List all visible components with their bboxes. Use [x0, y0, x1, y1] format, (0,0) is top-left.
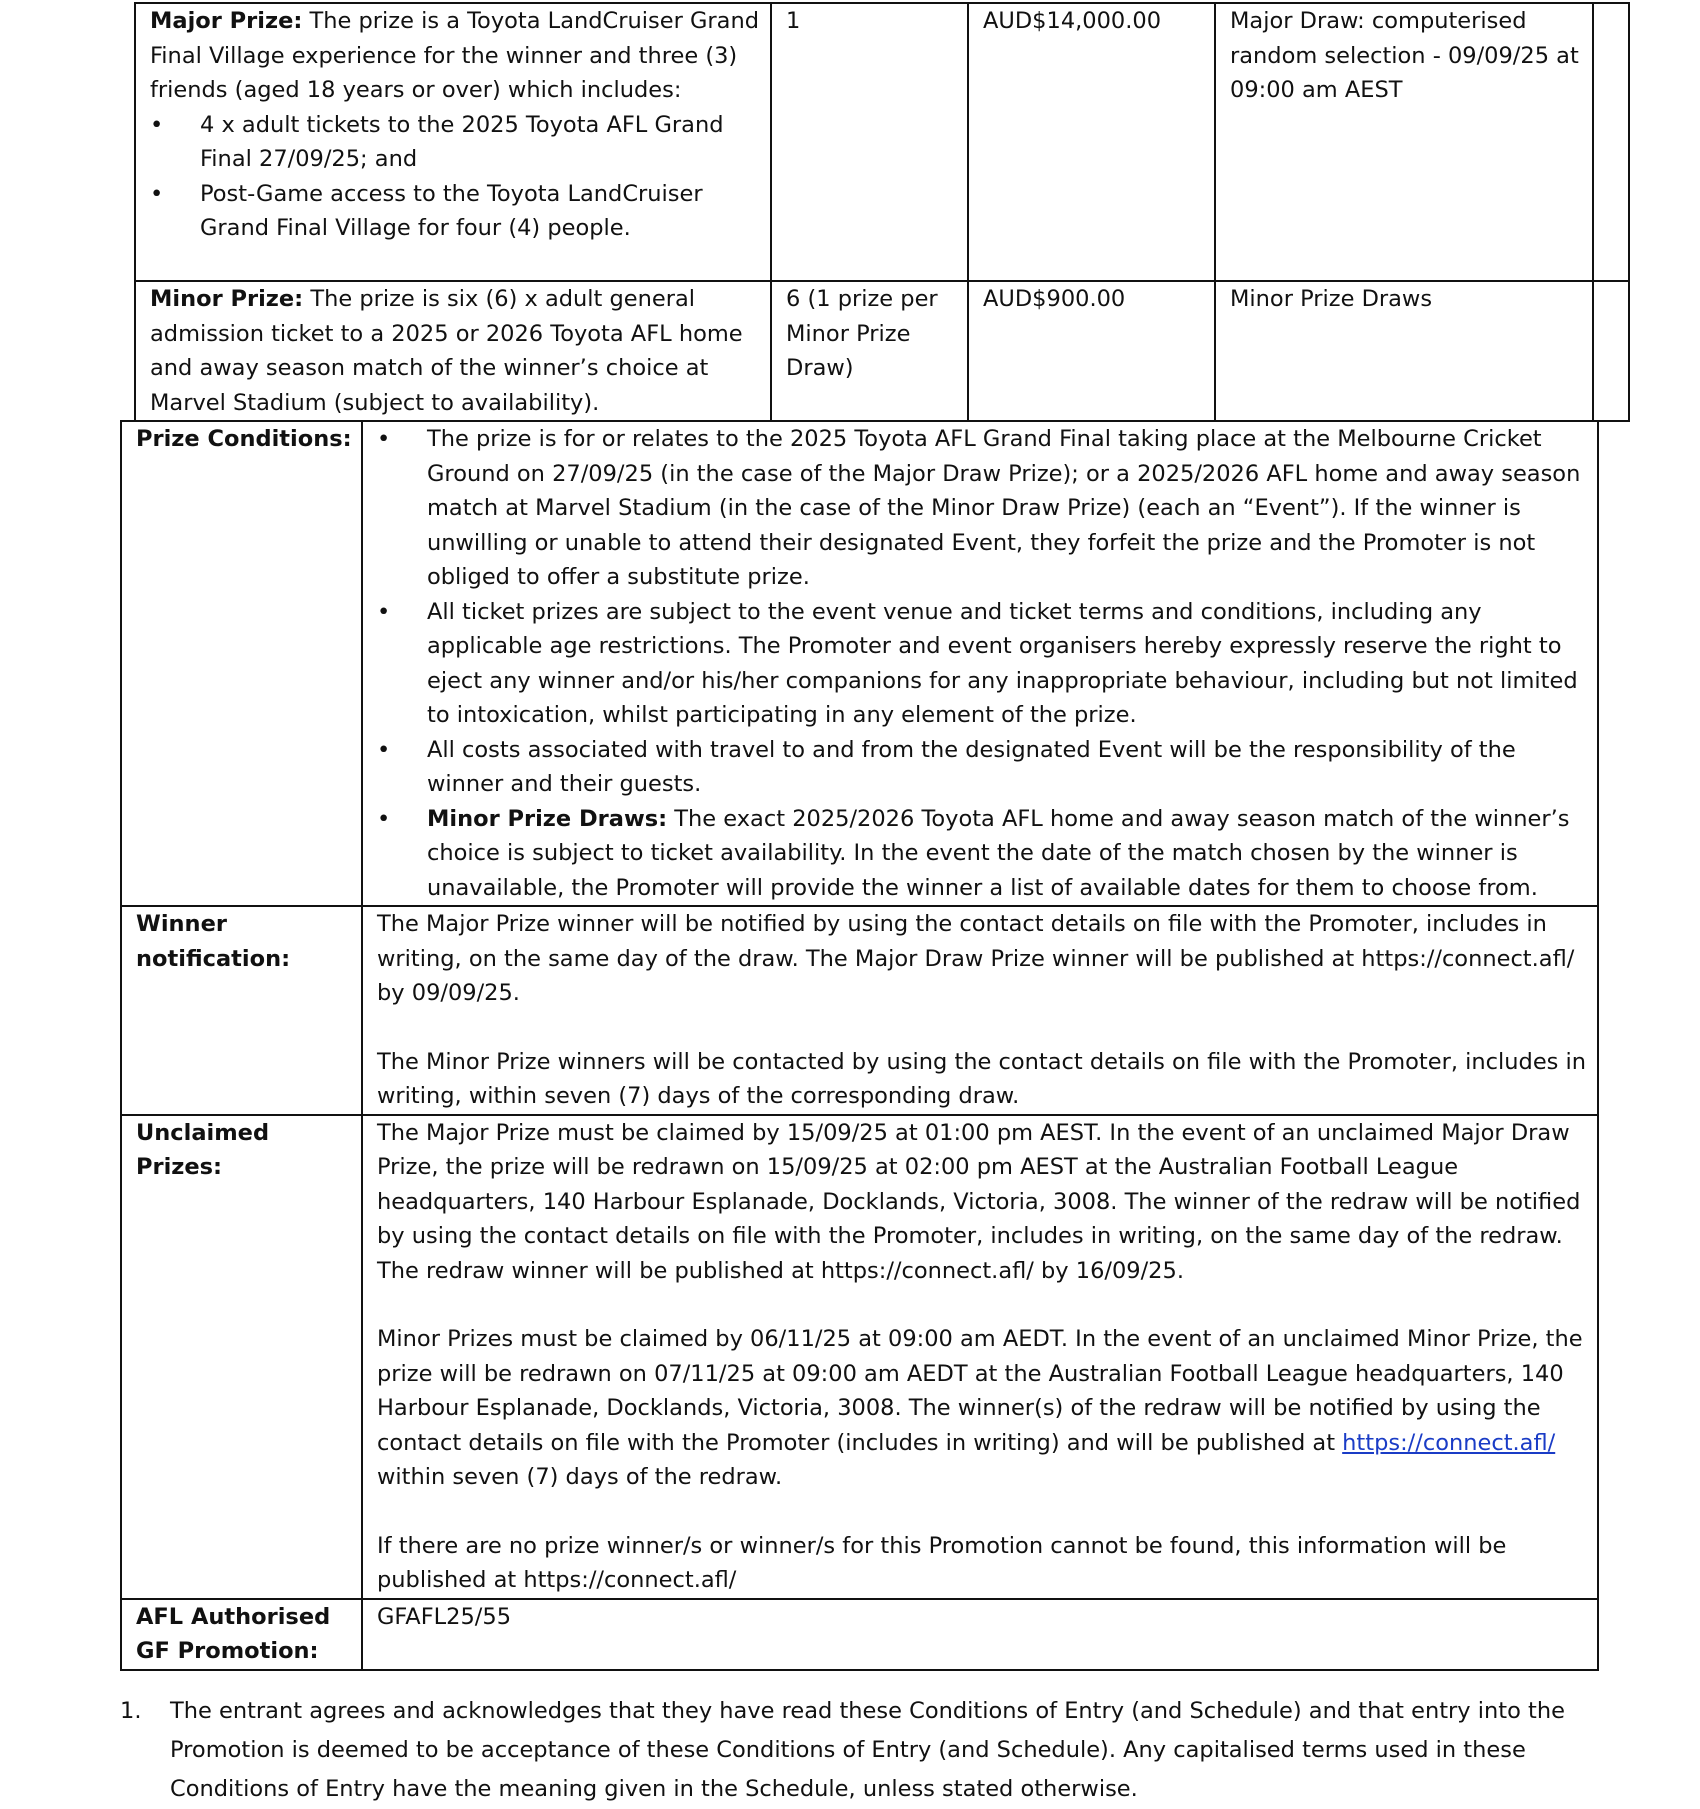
- prize-label: Major Prize:: [150, 8, 303, 34]
- winner-notification-minor: The Minor Prize winners will be contacted by using the contact details on file with the Promoter, includes in writing, within seven (7) days of the corresponding draw.: [377, 1048, 1587, 1109]
- table-row: [121, 1115, 1598, 1599]
- minor-draws-text: The exact 2025/2026 Toyota AFL home and away season match of the winner’s choice is subject to ticket availability. In the event the date of the match chosen by the winner is unavailable, the Promoter will provide the winner a list of available dates for them to choose from.: [427, 805, 1570, 901]
- term-number: 1.: [120, 1698, 142, 1724]
- prize-table: [134, 2, 1630, 422]
- prize-draw: Minor Prize Draws: [1230, 286, 1433, 312]
- table-row: [121, 421, 1598, 906]
- authorised-value: GFAFL25/55: [377, 1603, 512, 1630]
- list-item: • Post-Game access to the Toyota LandCruiser Grand Final Village for four (4) people.: [150, 177, 762, 246]
- unclaimed-prizes-label: Unclaimed Prizes:: [136, 1119, 270, 1180]
- term-text: The entrant agrees and acknowledges that they have read these Conditions of Entry (and Schedule) and that entry into the Promotion is deemed to be acceptance of these Conditions of Entry (and Schedule). Any capitalised terms used in these Conditions of Entry have the meaning given in the Schedule, unless stated otherwise.: [170, 1698, 1565, 1802]
- unclaimed-major: The Major Prize must be claimed by 15/09/25 at 01:00 pm AEST. In the event of an unclaimed Major Draw Prize, the prize will be redrawn on 15/09/25 at 02:00 pm AEST at the Australian Football League headquarters, 140 Harbour Esplanade, Docklands, Victoria, 3008. The winner of the redraw will be notified by using the contact details on file with the Promoter, includes in writing, on the same day of the redraw. The redraw winner will be published at https://connect.afl/ by 16/09/25.: [377, 1119, 1581, 1284]
- prize-conditions-list: [377, 422, 1589, 905]
- prize-quantity: 1: [786, 8, 801, 34]
- winner-notification-label: Winner notification:: [136, 911, 291, 972]
- list-item: • The prize is for or relates to the 2025 Toyota AFL Grand Final taking place at the Melbourne Cricket Ground on 27/09/25 (in the case of the Major Draw Prize); or a 2025/2026 AFL home and away season match at Marvel Stadium (in the case of the Minor Draw Prize) (each an “Event”). If the winner is unwilling or unable to attend their designated Event, they forfeit the prize and the Promoter is not obliged to offer a substitute prize.: [377, 422, 1589, 595]
- winner-notification-major: The Major Prize winner will be notified by using the contact details on file with the Promoter, includes in writing, on the same day of the draw. The Major Draw Prize winner will be published at https://connect.afl/ by 09/09/25.: [377, 911, 1575, 1006]
- prize-bullets: [150, 108, 762, 246]
- conditions-table: [120, 420, 1599, 1671]
- list-item: [120, 1692, 1590, 1809]
- unclaimed-minor: Minor Prizes must be claimed by 06/11/25 at 09:00 am AEDT. In the event of an unclaimed Minor Prize, the prize will be redrawn on 07/11/25 at 09:00 am AEDT at the Australian Football League headquarters, 140 Harbour Esplanade, Docklands, Victoria, 3008. The winner(s) of the redraw will be notified by using the contact details on file with the Promoter (includes in writing) and will be published at https://connect.afl/ within seven (7) days of the redraw.: [377, 1326, 1583, 1490]
- prize-quantity: 6 (1 prize per Minor Prize Draw): [786, 286, 938, 381]
- connect-afl-link[interactable]: https://connect.afl/: [1342, 1429, 1556, 1456]
- prize-conditions-label: Prize Conditions:: [136, 426, 352, 452]
- prize-value: AUD$14,000.00: [983, 8, 1162, 34]
- list-item: • All costs associated with travel to and from the designated Event will be the responsibility of the winner and their guests.: [377, 733, 1589, 802]
- prize-description: The prize is six (6) x adult general admission ticket to a 2025 or 2026 Toyota AFL home and away season match of the winner’s choice at Marvel Stadium (subject to availability).: [150, 286, 743, 416]
- prize-value: AUD$900.00: [983, 286, 1126, 312]
- table-row: [135, 3, 1629, 281]
- prize-description: The prize is a Toyota LandCruiser Grand Final Village experience for the winner and three (3) friends (aged 18 years or over) which includes:: [150, 8, 759, 103]
- minor-draws-label: Minor Prize Draws:: [427, 805, 668, 832]
- list-item: • All ticket prizes are subject to the event venue and ticket terms and conditions, including any applicable age restrictions. The Promoter and event organisers hereby expressly reserve the right to eject any winner and/or his/her companions for any inappropriate behaviour, including but not limited to intoxication, whilst participating in any element of the prize.: [377, 595, 1589, 733]
- authorised-label: AFL Authorised GF Promotion:: [136, 1603, 331, 1664]
- terms-list: [120, 1692, 1590, 1809]
- prize-label: Minor Prize:: [150, 286, 304, 312]
- table-row: [135, 281, 1629, 421]
- table-row: [121, 906, 1598, 1115]
- table-row: [121, 1599, 1598, 1670]
- list-item: • 4 x adult tickets to the 2025 Toyota AFL Grand Final 27/09/25; and: [150, 108, 762, 177]
- unclaimed-none-found: If there are no prize winner/s or winner/s for this Promotion cannot be found, this information will be published at https://connect.afl/: [377, 1532, 1507, 1593]
- list-item: [377, 802, 1589, 906]
- prize-draw: Major Draw: computerised random selection - 09/09/25 at 09:00 am AEST: [1230, 8, 1579, 103]
